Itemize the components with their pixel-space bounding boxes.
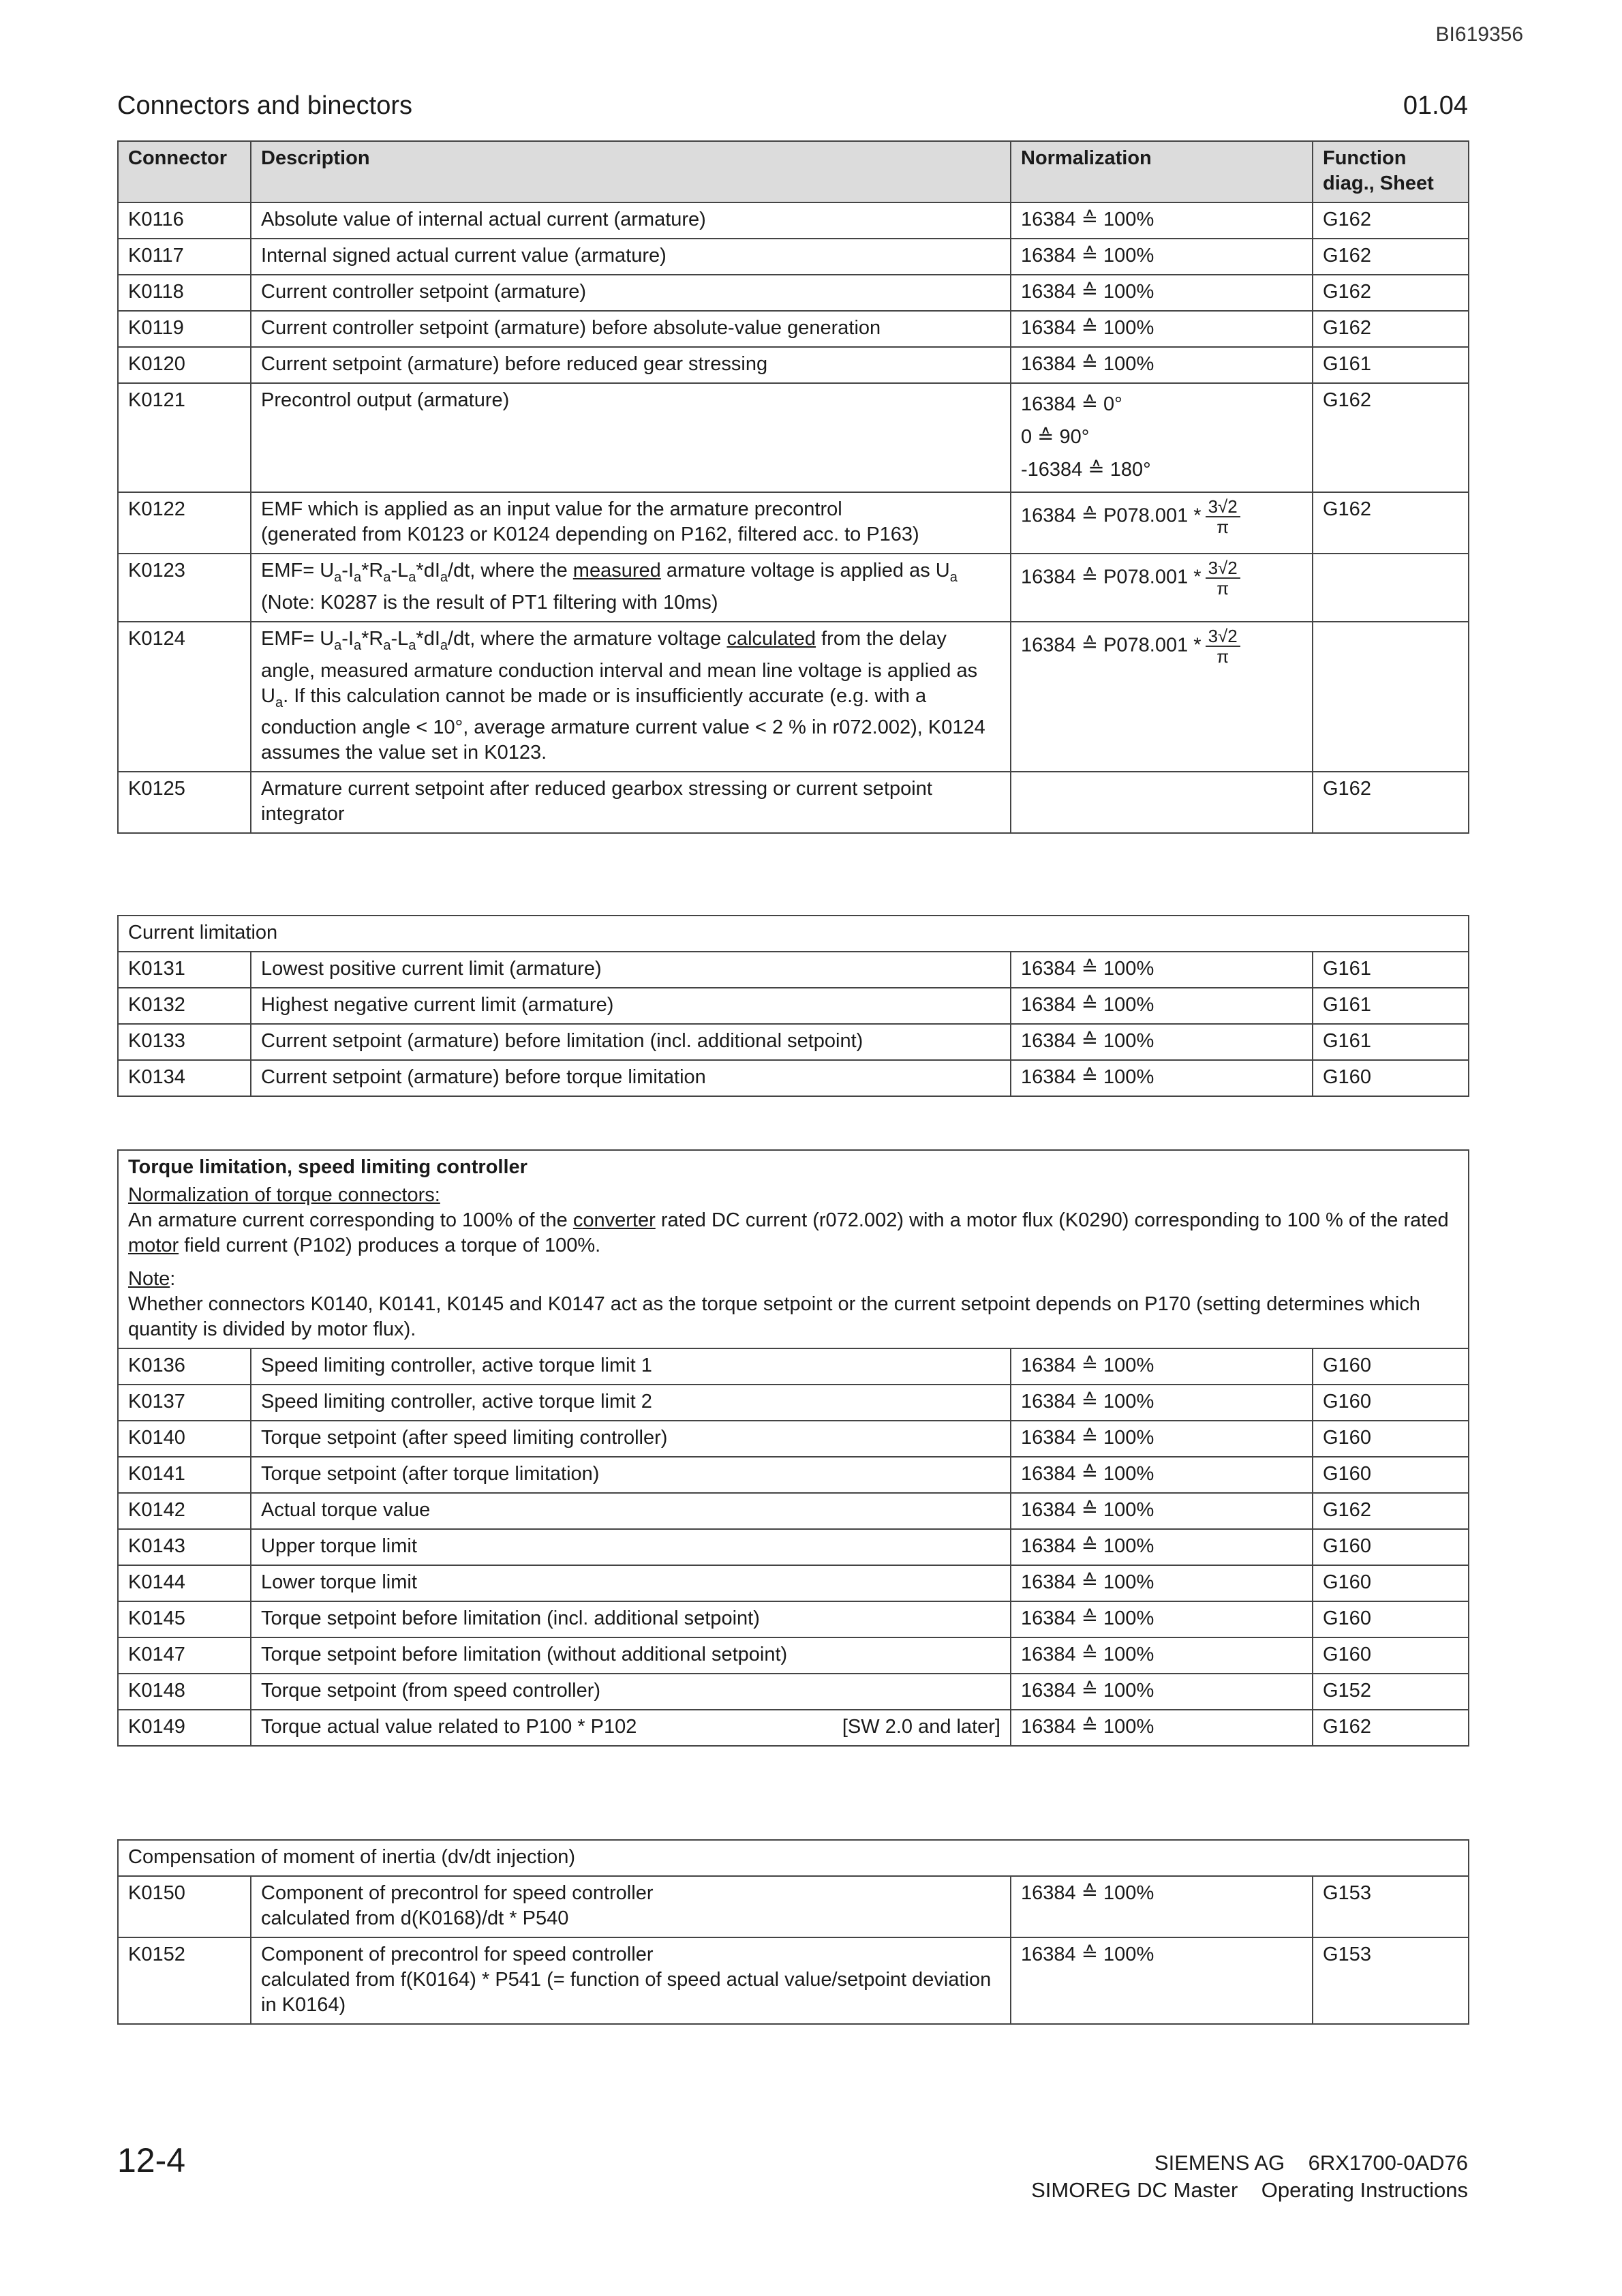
connector-code: K0120 [118, 347, 251, 383]
connector-description: Torque setpoint (after torque limitation) [251, 1457, 1011, 1493]
desc-line: (generated from K0123 or K0124 depending on P162, filtered acc. to P163) [261, 524, 919, 545]
connector-function: G153 [1313, 1876, 1469, 1937]
connector-normalization: 16384 ≙ 100% [1011, 239, 1313, 275]
desc-text: *R [361, 560, 384, 581]
connector-function: G162 [1313, 383, 1469, 492]
desc-text: from the delay angle, measured armature conduction interval and mean line voltage is applied as U [261, 627, 978, 707]
group-title-row [118, 1150, 1469, 1348]
subscript: a [408, 637, 416, 653]
table-row [118, 952, 1469, 988]
fraction [1206, 626, 1240, 666]
sw-version-note: [SW 2.0 and later] [842, 1716, 1000, 1738]
connector-function: G160 [1313, 1565, 1469, 1601]
connector-function: G162 [1313, 772, 1469, 833]
connector-function: G161 [1313, 1024, 1469, 1060]
footer-product: SIMOREG DC Master [1031, 2178, 1238, 2202]
connector-code: K0137 [118, 1385, 251, 1421]
note-heading-line [128, 1267, 1458, 1292]
norm-paragraph [128, 1208, 1458, 1258]
table-row [118, 202, 1469, 239]
connector-normalization: 16384 ≙ 100% [1011, 1565, 1313, 1601]
connector-description: Current setpoint (armature) before torque limitation [251, 1060, 1011, 1096]
connector-description [251, 622, 1011, 772]
subscript: a [440, 637, 448, 653]
header-function-line1: Function [1323, 147, 1407, 169]
header-function [1313, 141, 1469, 202]
connector-function: G160 [1313, 1385, 1469, 1421]
desc-underlined: measured [572, 560, 661, 581]
norm-underlined: motor [128, 1235, 179, 1256]
subscript: a [354, 637, 362, 653]
connector-description: Precontrol output (armature) [251, 383, 1011, 492]
connector-code: K0141 [118, 1457, 251, 1493]
connector-function: G162 [1313, 239, 1469, 275]
connector-normalization: 16384 ≙ 100% [1011, 952, 1313, 988]
table-row [118, 275, 1469, 311]
connector-normalization: 16384 ≙ 100% [1011, 1637, 1313, 1674]
torque-limitation-table [117, 1149, 1469, 1747]
connector-function: G160 [1313, 1457, 1469, 1493]
connector-description: Current controller setpoint (armature) before absolute-value generation [251, 311, 1011, 347]
page-number: 12-4 [117, 2141, 186, 2179]
desc-line: Component of precontrol for speed controller [261, 1944, 654, 1965]
connector-normalization: 16384 ≙ 100% [1011, 1421, 1313, 1457]
header-function-line2: diag., Sheet [1323, 172, 1434, 194]
table-row [118, 988, 1469, 1024]
connector-function [1313, 622, 1469, 772]
desc-text: *dI [416, 627, 440, 650]
fraction-denominator: π [1216, 517, 1229, 537]
connector-code: K0133 [118, 1024, 251, 1060]
connector-function: G160 [1313, 1529, 1469, 1565]
table-row [118, 1457, 1469, 1493]
connector-function: G161 [1313, 347, 1469, 383]
connector-description: Torque setpoint (after speed limiting controller) [251, 1421, 1011, 1457]
table-row [118, 1385, 1469, 1421]
connector-normalization [1011, 554, 1313, 622]
compensation-table [117, 1839, 1469, 2025]
connector-description: Torque setpoint before limitation (incl. additional setpoint) [251, 1601, 1011, 1637]
table-row [118, 554, 1469, 622]
table-row [118, 772, 1469, 833]
table-row [118, 1674, 1469, 1710]
connector-normalization: 16384 ≙ 100% [1011, 1529, 1313, 1565]
desc-underlined: calculated [726, 627, 816, 650]
subscript: a [440, 569, 448, 585]
connector-normalization: 16384 ≙ 100% [1011, 1674, 1313, 1710]
norm-line: -16384 ≙ 180° [1021, 459, 1151, 481]
connector-function: G162 [1313, 202, 1469, 239]
current-limitation-table [117, 915, 1469, 1097]
edition-date: 01.04 [1403, 91, 1468, 120]
fraction-numerator: 3√2 [1206, 558, 1240, 579]
header-normalization: Normalization [1011, 141, 1313, 202]
table-row [118, 1421, 1469, 1457]
desc-text: -L [391, 627, 409, 650]
connector-description: Current setpoint (armature) before limitation (incl. additional setpoint) [251, 1024, 1011, 1060]
desc-text: /dt, where the [448, 560, 573, 581]
table-row [118, 1529, 1469, 1565]
footer-line-2 [1031, 2178, 1468, 2203]
footer-company: SIEMENS AG [1154, 2151, 1285, 2175]
desc-text: . If this calculation cannot be made or is insufficiently accurate (e.g. with a conduction angle < 10°, average armature current value < 2 % in r072.002), K0124 assumes the value set in K0123. [261, 684, 985, 764]
header-description: Description [251, 141, 1011, 202]
note-heading: Note [128, 1268, 170, 1290]
connector-normalization [1011, 622, 1313, 772]
desc-line: EMF which is applied as an input value for the armature precontrol [261, 498, 842, 520]
connector-description [251, 554, 1011, 622]
table-row [118, 492, 1469, 554]
desc-text: -I [341, 560, 354, 581]
desc-line: calculated from f(K0164) * P541 (= function of speed actual value/setpoint deviation in K0164) [261, 1969, 992, 2016]
note-text: Whether connectors K0140, K0141, K0145 and K0147 act as the torque setpoint or the current setpoint depends on P170 (setting determines which quantity is divided by motor flux). [128, 1293, 1420, 1340]
connector-code: K0148 [118, 1674, 251, 1710]
norm-line: 0 ≙ 90° [1021, 426, 1090, 448]
connector-code: K0125 [118, 772, 251, 833]
desc-text: Torque actual value related to P100 * P102 [261, 1716, 637, 1738]
fraction-denominator: π [1216, 646, 1229, 667]
connector-description: Lowest positive current limit (armature) [251, 952, 1011, 988]
connector-normalization: 16384 ≙ 100% [1011, 1876, 1313, 1937]
table-row [118, 239, 1469, 275]
table-row [118, 347, 1469, 383]
connector-description: Torque setpoint before limitation (without additional setpoint) [251, 1637, 1011, 1674]
connector-normalization [1011, 772, 1313, 833]
connector-table-armature [117, 140, 1469, 834]
connector-code: K0134 [118, 1060, 251, 1096]
connector-description [251, 1876, 1011, 1937]
connector-code: K0136 [118, 1348, 251, 1385]
connector-function: G161 [1313, 988, 1469, 1024]
connector-normalization: 16384 ≙ 100% [1011, 1060, 1313, 1096]
table-row [118, 1710, 1469, 1746]
connector-function: G160 [1313, 1601, 1469, 1637]
connector-function: G153 [1313, 1937, 1469, 2024]
connector-normalization [1011, 492, 1313, 554]
subscript: a [383, 569, 391, 585]
connector-function: G162 [1313, 311, 1469, 347]
connector-normalization: 16384 ≙ 100% [1011, 1385, 1313, 1421]
connector-code: K0121 [118, 383, 251, 492]
document-id: BI619356 [1435, 23, 1523, 46]
norm-text: field current (P102) produces a torque of 100%. [179, 1235, 601, 1256]
table-row [118, 1876, 1469, 1937]
connector-normalization: 16384 ≙ 100% [1011, 1710, 1313, 1746]
connector-description: Absolute value of internal actual current (armature) [251, 202, 1011, 239]
norm-underlined: converter [572, 1209, 656, 1231]
connector-description: Speed limiting controller, active torque limit 1 [251, 1348, 1011, 1385]
norm-text: 16384 ≙ P078.001 * [1021, 504, 1202, 527]
connector-code: K0132 [118, 988, 251, 1024]
connector-function: G162 [1313, 1710, 1469, 1746]
table-row [118, 311, 1469, 347]
connector-description [251, 1710, 1011, 1746]
subscript: a [408, 569, 416, 585]
table-row [118, 1565, 1469, 1601]
subscript: a [275, 695, 284, 710]
subscript: a [334, 569, 342, 585]
table-row [118, 1024, 1469, 1060]
fraction-denominator: π [1216, 578, 1229, 599]
norm-heading: Normalization of torque connectors: [128, 1184, 440, 1206]
desc-text: -I [341, 627, 354, 650]
connector-code: K0147 [118, 1637, 251, 1674]
fraction-numerator: 3√2 [1206, 497, 1240, 517]
footer-order-number: 6RX1700-0AD76 [1308, 2151, 1468, 2175]
connector-code: K0145 [118, 1601, 251, 1637]
group-title: Compensation of moment of inertia (dv/dt injection) [118, 1840, 1469, 1876]
desc-text: *R [361, 627, 384, 650]
table-row [118, 383, 1469, 492]
connector-function: G160 [1313, 1637, 1469, 1674]
group-title-row [118, 916, 1469, 952]
connector-description: Upper torque limit [251, 1529, 1011, 1565]
connector-code: K0123 [118, 554, 251, 622]
connector-code: K0152 [118, 1937, 251, 2024]
connector-normalization: 16384 ≙ 100% [1011, 988, 1313, 1024]
table-row [118, 1937, 1469, 2024]
subscript: a [383, 637, 391, 653]
connector-code: K0118 [118, 275, 251, 311]
connector-code: K0142 [118, 1493, 251, 1529]
connector-function: G162 [1313, 492, 1469, 554]
desc-text: armature voltage is applied as U [660, 560, 950, 581]
connector-function [1313, 554, 1469, 622]
connector-normalization [1011, 383, 1313, 492]
connector-normalization: 16384 ≙ 100% [1011, 202, 1313, 239]
connector-code: K0140 [118, 1421, 251, 1457]
connector-description: Lower torque limit [251, 1565, 1011, 1601]
connector-code: K0116 [118, 202, 251, 239]
connector-code: K0143 [118, 1529, 251, 1565]
connector-normalization: 16384 ≙ 100% [1011, 1348, 1313, 1385]
header-connector: Connector [118, 141, 251, 202]
connector-function: G160 [1313, 1348, 1469, 1385]
connector-code: K0117 [118, 239, 251, 275]
table-row [118, 622, 1469, 772]
connector-normalization: 16384 ≙ 100% [1011, 311, 1313, 347]
desc-text: -L [391, 560, 409, 581]
connector-normalization: 16384 ≙ 100% [1011, 1457, 1313, 1493]
norm-text: rated DC current (r072.002) with a motor flux (K0290) corresponding to 100 % of the rated [655, 1209, 1449, 1231]
connector-description: Speed limiting controller, active torque limit 2 [251, 1385, 1011, 1421]
section-title: Connectors and binectors [117, 91, 413, 120]
desc-text: EMF= U [261, 560, 335, 581]
norm-text: An armature current corresponding to 100% of the [128, 1209, 573, 1231]
connector-description [251, 1937, 1011, 2024]
table-header-row [118, 141, 1469, 202]
footer-doc-type: Operating Instructions [1261, 2178, 1468, 2202]
connector-code: K0150 [118, 1876, 251, 1937]
table-row [118, 1493, 1469, 1529]
desc-line: Component of precontrol for speed controller [261, 1882, 654, 1904]
connector-code: K0124 [118, 622, 251, 772]
table-row [118, 1637, 1469, 1674]
connector-function: G162 [1313, 1493, 1469, 1529]
group-title: Torque limitation, speed limiting controller [128, 1156, 527, 1178]
connector-code: K0131 [118, 952, 251, 988]
norm-text: 16384 ≙ P078.001 * [1021, 566, 1202, 588]
connector-normalization: 16384 ≙ 100% [1011, 275, 1313, 311]
note-colon: : [170, 1268, 176, 1290]
connector-code: K0122 [118, 492, 251, 554]
table-row [118, 1348, 1469, 1385]
connector-description: Highest negative current limit (armature) [251, 988, 1011, 1024]
connector-description: Armature current setpoint after reduced gearbox stressing or current setpoint integrator [251, 772, 1011, 833]
connector-description [251, 492, 1011, 554]
connector-description: Current setpoint (armature) before reduced gear stressing [251, 347, 1011, 383]
connector-normalization: 16384 ≙ 100% [1011, 1601, 1313, 1637]
table-row [118, 1060, 1469, 1096]
connector-description: Current controller setpoint (armature) [251, 275, 1011, 311]
connector-normalization: 16384 ≙ 100% [1011, 1493, 1313, 1529]
table-row [118, 1601, 1469, 1637]
connector-description: Actual torque value [251, 1493, 1011, 1529]
footer-line-1 [1154, 2151, 1468, 2175]
group-intro [118, 1150, 1469, 1348]
connector-code: K0119 [118, 311, 251, 347]
subscript: a [334, 637, 342, 653]
fraction-numerator: 3√2 [1206, 626, 1240, 647]
subscript: a [354, 569, 362, 585]
fraction [1206, 558, 1240, 598]
fraction [1206, 497, 1240, 537]
connector-description: Torque setpoint (from speed controller) [251, 1674, 1011, 1710]
connector-normalization: 16384 ≙ 100% [1011, 1024, 1313, 1060]
desc-text: EMF= U [261, 627, 335, 650]
connector-function: G152 [1313, 1674, 1469, 1710]
connector-function: G162 [1313, 275, 1469, 311]
connector-description: Internal signed actual current value (armature) [251, 239, 1011, 275]
connector-function: G161 [1313, 952, 1469, 988]
connector-code: K0149 [118, 1710, 251, 1746]
connector-normalization: 16384 ≙ 100% [1011, 1937, 1313, 2024]
norm-text: 16384 ≙ P078.001 * [1021, 634, 1202, 656]
group-title-row [118, 1840, 1469, 1876]
connector-function: G160 [1313, 1060, 1469, 1096]
desc-text: /dt, where the armature voltage [448, 627, 727, 650]
norm-line: 16384 ≙ 0° [1021, 393, 1122, 415]
subscript: a [949, 569, 958, 585]
connector-normalization: 16384 ≙ 100% [1011, 347, 1313, 383]
group-title: Current limitation [118, 916, 1469, 952]
connector-code: K0144 [118, 1565, 251, 1601]
desc-note: (Note: K0287 is the result of PT1 filtering with 10ms) [261, 591, 718, 614]
connector-function: G160 [1313, 1421, 1469, 1457]
desc-text: *dI [416, 560, 440, 581]
desc-line: calculated from d(K0168)/dt * P540 [261, 1907, 569, 1929]
